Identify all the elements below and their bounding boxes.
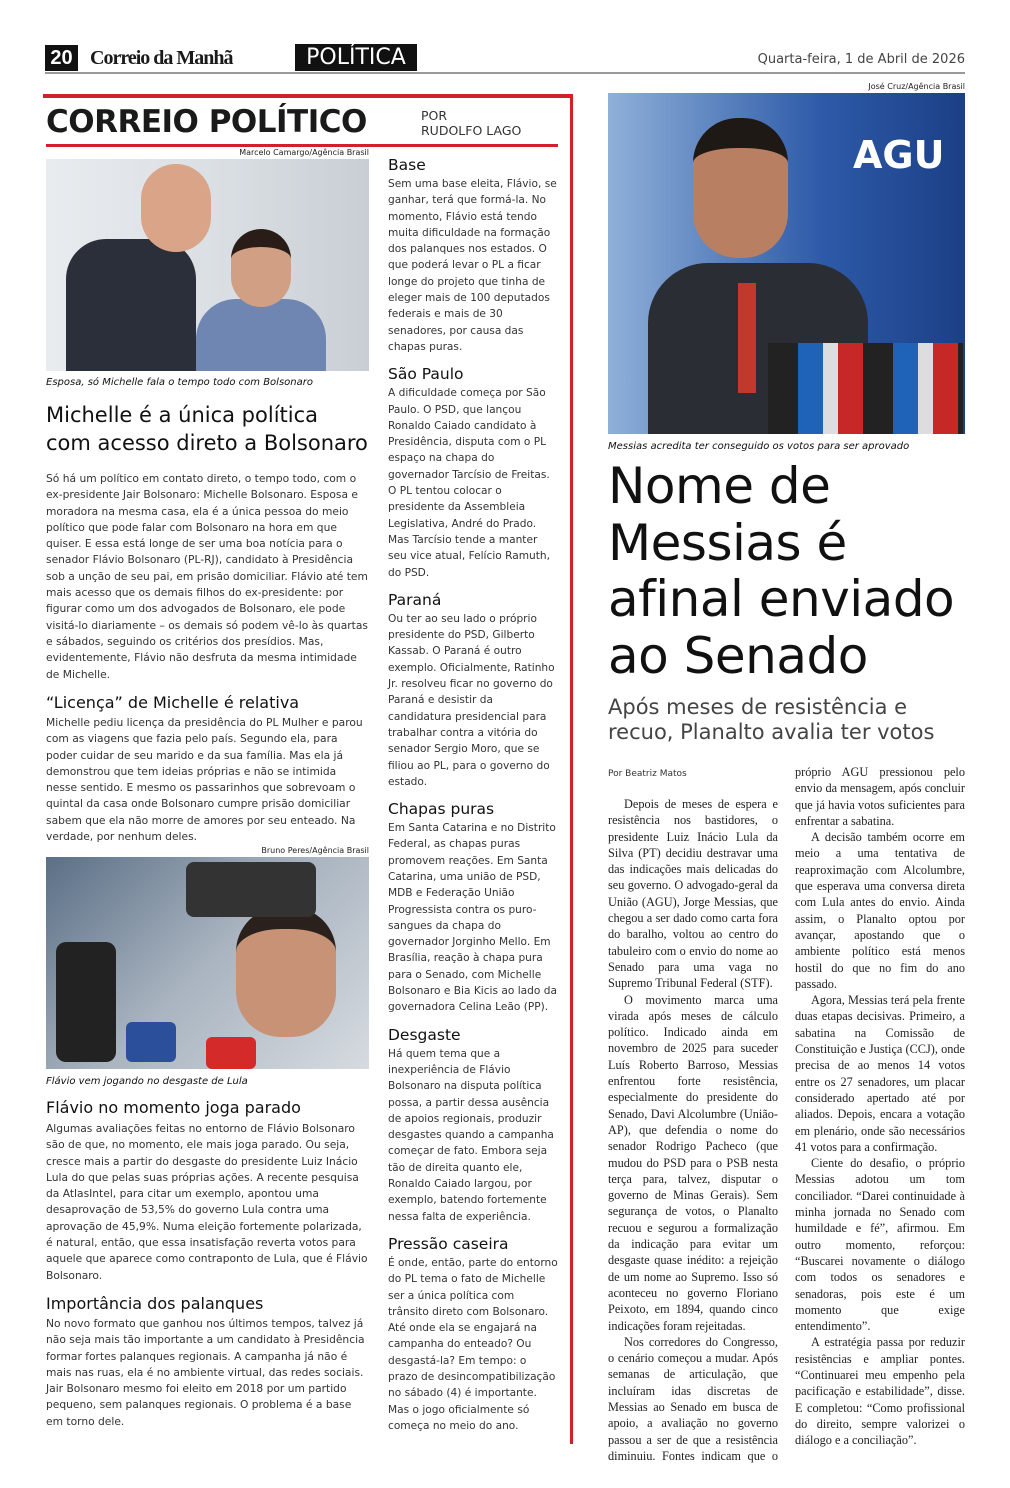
note-title: Chapas puras [388,800,495,819]
article-paragraph: Ciente do desafio, o próprio Messias adotou um tom conciliador. “Darei continuidade à minha jornada no Senado com humildade e fé”, afirmou. Em outro momento, reforçou: “Buscarei novamente o diálogo com todos os senadores e senadoras, pois este é um momento que exige entendimento”. [795,1156,965,1334]
text-flavio: Algumas avaliações feitas no entorno de Flávio Bolsonaro são de que, no momento, ele mais joga parado. Ou seja, cresce mais a partir do desgaste do presidente Luiz Inácio Lula do que pelas suas próprias ações. A recente pesquisa da AtlasIntel, para citar um exemplo, apontou uma desaprovação de 53,5% do governo Lula contra uma aprovação de 45,9%. Numa eleição fortemente polarizada, é natural, então, que essa insatisfação reverta votos para aquele que aparece como contraponto de Lula, que é Flávio Bolsonaro. [46,1122,368,1282]
photo2-caption: Flávio vem jogando no desgaste de Lula [46,1076,248,1087]
note-title: Base [388,156,426,174]
article-paragraph: A estratégia passa por reduzir resistências e ampliar pontes. “Continuarei meu empenho pela pacificação e estabilidade”, disse. E completou: “Como profissional do direito, sempre valorizei o diálogo e a conciliação”. [795,1335,965,1448]
photo1-caption: Esposa, só Michelle fala o tempo todo com Bolsonaro [46,377,313,388]
main-subtitle: Após meses de resistência e recuo, Planalto avalia ter votos [608,695,935,744]
page-number: 20 [45,45,78,71]
note-text: Ou ter ao seu lado o próprio presidente do PSD, Gilberto Kassab. O Paraná é outro exemplo. Oficialmente, Ratinho Jr. resolveu ficar no governo do Paraná e desistir da candidatura presidencial para trabalhar contra a vitória do senador Sergio Moro, que se filiou ao PL, para o governo do estado. [388,612,555,788]
lead-headline: Michelle é a única política com acesso direto a Bolsonaro [46,403,368,455]
text-palanques: No novo formato que ganhou nos últimos tempos, talvez já não seja mais tão importante a um candidato à Presidência formar fortes palanques regionais. A campanha já não é mais nas ruas, ela é no ambiente virtual, das redes sociais. Jair Bolsonaro mesmo foi eleito em 2018 por um partido pequeno, sem palanques regionais. O problema é a base em torno dele. [46,1317,365,1428]
article-paragraph: Nos corredores do Congresso, o cenário começou a mudar. Após semanas de articulação, que incluíram idas discretas de Messias ao Senado em busca de apoio, a avaliação no governo passou a ser de que a resistência diminuiu. Fontes indicam que o próprio AGU pressionou pelo envio da mensagem, após concluir que já havia votos suficientes para enfrentar a sabatina. [608,765,965,1463]
article-paragraph: Depois de meses de espera e resistência nos bastidores, o presidente Luiz Inácio Lula da Silva (PT) decidiu destravar uma das indicações mais delicadas do seu governo. O advogado-geral da União (AGU), Jorge Messias, que chegou a ser dado como carta fora do baralho, voltou ao centro do tabuleiro com o envio do nome ao Senado para uma vaga no Supremo Tribunal Federal (STF). [608,797,778,991]
note-text: A dificuldade começa por São Paulo. O PSD, que lançou Ronaldo Caiado candidato à Presidência, disputa com o PL espaço na chapa do governador Tarcísio de Freitas. O PL tentou colocar o presidente da Assembleia Legislativa, André do Prado. Mas Tarcísio tende a manter seu vice atual, Felício Ramuth, do PSD. [388,387,550,579]
column-title: CORREIO POLÍTICO [46,104,367,140]
note-text: Há quem tema que a inexperiência de Flávio Bolsonaro na disputa política possa, a partir dessa ausência de apoios regionais, produzir desgastes quando a campanha começar de fato. Embora seja tão de direita quanto ele, Ronaldo Caiado largou, por exemplo, batendo fortemente nessa falta de experiência. [388,1047,554,1223]
column-byline [421,108,521,138]
main-photo-caption: Messias acredita ter conseguido os votos para ser aprovado [608,441,910,452]
photo-bolsonaro-michelle [46,159,369,371]
photo2-credit: Bruno Peres/Agência Brasil [261,846,369,855]
header-rule [45,72,965,74]
section-label: POLÍTICA [295,44,417,71]
note-text: É onde, então, parte do entorno do PL tema o fato de Michelle ser a única política com trânsito direto com Bolsonaro. Até onde ela se engajará na campanha do enteado? Ou desgastá-la? Em tempo: o prazo de desincompatibilização no sábado (4) é importante. Mas o jogo oficialmente só começa no meio do ano. [388,1256,558,1432]
photo-messias [608,93,965,434]
photo-flavio-press [46,857,369,1069]
article-paragraph: O movimento marca uma virada após meses de cálculo político. Indicado ainda em novembro de 2025 para suceder Luís Roberto Barroso, Messias enfrentou forte resistência, especialmente do presidente do Senado, Davi Alcolumbre (União-AP), que defendia o nome do senador Rodrigo Pacheco (que mudou do PSD para o PSB nesta terça para, talvez, disputar o governo de Minas Gerais). Sem segurança de votos, o Planalto recuou e segurou a formalização da indicação para evitar um desgaste quase inédito: a rejeição de um nome ao Supremo. Isso só aconteceu no governo Floriano Peixoto, em 1894, quando cinco indicações foram rejeitadas. [608,992,778,1333]
text-licenca: Michelle pediu licença da presidência do PL Mulher e parou com as viagens que fazia pelo país. Segundo ela, para poder cuidar de seu marido e da sua família. Mas ela já demonstrou que tem ideias próprias e não se intimida nesse sentido. E mesmo os passarinhos que sobrevoam o quintal da casa onde Bolsonaro cumpre prisão domiciliar sabem que ela não morre de amores por seu enteado. Na verdade, por nenhum deles. [46,716,363,844]
main-headline: Nome de Messias é afinal enviado ao Senado [608,457,955,685]
agu-logo: AGU [853,133,945,177]
photo1-credit: Marcelo Camargo/Agência Brasil [239,148,369,157]
lead-text: Só há um político em contato direto, o tempo todo, com o ex-presidente Jair Bolsonaro: Michelle Bolsonaro. Esposa e moradora na mesma casa, ela é a única pessoa do meio político que pode falar com Bolsonaro na hora em que quiser. E essa está longe de ser uma boa notícia para o senador Flávio Bolsonaro (PL-RJ), candidato à Presidência sob a unção de seu pai, em prisão domiciliar. Flávio até tem mais acesso que os demais filhos do ex-presidente: por figurar como um dos advogados de Bolsonaro, ele pode visitá-lo diariamente – os demais só podem vê-lo às quartas e sábados, seguindo os critérios dos presídios. Mas, evidentemente, Flávio não desfruta da mesma intimidade de Michelle. [46,472,368,681]
note-title: Paraná [388,590,442,609]
note-text: Em Santa Catarina e no Distrito Federal, as chapas puras promovem reações. Em Santa Catarina, uma união de PSD, MDB e Federação União Progressista contra os puro-sangues da chapa do governador Jorginho Mello. Em Brasília, reação à chapa pura para o Senado, com Michelle Bolsonaro e Bia Kicis ao lado da governadora Celina Leão (PP). [388,822,557,1014]
note-text: Sem uma base eleita, Flávio, se ganhar, terá que formá-la. No momento, Flávio está tendo muita dificuldade na formação dos palanques nos estados. O que poderá levar o PL a ficar longe do projeto que tinha de eleger mais de 100 deputados federais e mais de 30 senadores, por causa das chapas puras. [388,178,557,353]
note-title: São Paulo [388,365,464,384]
article-paragraph: A decisão também ocorre em meio a uma tentativa de reaproximação com Alcolumbre, que esperava uma conversa direta com Lula antes do envio. Ainda assim, o Planalto optou por avançar, apostando que o ambiente político está menos hostil do que no fim do ano passado. [795,830,965,991]
subhead-flavio: Flávio no momento joga parado [46,1098,301,1117]
subhead-licenca: “Licença” de Michelle é relativa [46,693,300,712]
issue-date: Quarta-feira, 1 de Abril de 2026 [757,52,965,67]
newspaper-logo: Correio da Manhã [90,47,233,69]
byline: Por Beatriz Matos [608,769,687,779]
notes-column [388,156,558,1444]
note-title: Pressão caseira [388,1234,509,1253]
article-body [608,764,965,1464]
main-photo-credit: José Cruz/Agência Brasil [868,82,965,91]
byline-wrap [608,764,778,796]
column-author: RUDOLFO LAGO [421,123,522,138]
note-title: Desgaste [388,1025,461,1044]
column-title-rule [46,144,558,147]
by-label: POR [421,108,448,123]
article-paragraph: Agora, Messias terá pela frente duas etapas decisivas. Primeiro, a sabatina na Comissão de Constituição e Justiça (CCJ), onde precisa de ao menos 14 votos entre os 27 senadores, um placar considerado apertado até por aliados. Depois, encara a votação em plenário, onde são necessários 41 votos para a confirmação. [795,993,965,1154]
subhead-palanques: Importância dos palanques [46,1294,264,1313]
